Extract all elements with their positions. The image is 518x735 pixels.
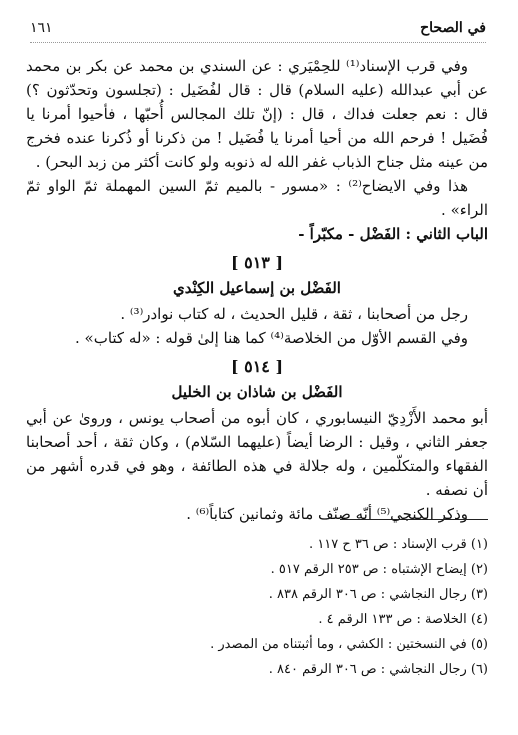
footnote: (٣) رجال النجاشي : ص ٣٠٦ الرقم ٨٣٨ . bbox=[268, 587, 488, 602]
page-body bbox=[26, 54, 488, 526]
page-number: ١٦١ bbox=[30, 20, 53, 36]
footnote-separator bbox=[340, 519, 488, 520]
footnote: (٥) في النسختين : الكشي ، وما أثبتناه من المصدر . bbox=[210, 637, 488, 652]
entry-number: [ ٥١٣ ] bbox=[230, 253, 284, 272]
paragraph-idah: هذا وفي الايضاح⁽²⁾ : «مسور - بالميم ثمّ السين المهملة ثمّ الواو ثمّ الراء» . bbox=[26, 177, 488, 219]
footnote: (١) قرب الإسناد : ص ٣٦ ح ١١٧ . bbox=[309, 537, 488, 552]
entry-text: وفي القسم الأوّل من الخلاصة⁽⁴⁾ كما هنا إلىٰ قوله : «له كتاب» . bbox=[75, 329, 468, 347]
entry-text: أبو محمد الأَزْدِيّ النيسابوري ، كان أبوه من أصحاب يونس ، وروىٰ عن أبي جعفر الثاني ، وقيل : الرضا أيضاً (عليهما السّلام) ، وكان ثقة ، أحد أصحابنا الفقهاء والمتكلّمين ، وله جلالة في هذه الطائفة ، وهو في قدره أشهر من أن نصفه . bbox=[26, 409, 488, 499]
entry-name: الفَضْل بن إسماعيل الكِنْدي bbox=[173, 279, 341, 297]
footnote: (٢) إيضاح الإشتباه : ص ٢٥٣ الرقم ٥١٧ . bbox=[270, 562, 488, 577]
footnote: (٦) رجال النجاشي : ص ٣٠٦ الرقم ٨٤٠ . bbox=[268, 662, 488, 677]
entry-name: الفَضْل بن شاذان بن الخليل bbox=[171, 383, 343, 401]
footnotes bbox=[26, 534, 488, 684]
paragraph-qurb-al-isnad: وفي قرب الإسناد⁽¹⁾ للحِمْيَري : عن السندي بن محمد عن بكر بن محمد عن أبي عبدالله (عليه السلام) قال : قال لفُضَيل : (تجلسون وتحدّثون ؟) قال : نعم جعلت فداك ، قال : (إنّ تلك المجالس أُحبّها ، فأحيوا أمرنا يا فُضَيل ! فرحم الله من أحيا أمرنا يا فُضَيل ! من ذكرنا أو ذُكرنا عنده فخرج من عينه مثل جناح الذباب غفر الله له ذنوبه ولو كانت أكثر من زبد البحر) . bbox=[26, 57, 488, 171]
entry-text: وذكر الكنجي⁽⁵⁾ أنّه صنّف مائة وثمانين كتاباً⁽⁶⁾ . bbox=[186, 505, 468, 523]
entry-text: رجل من أصحابنا ، ثقة ، قليل الحديث ، له كتاب نوادر⁽³⁾ . bbox=[120, 305, 468, 323]
running-header bbox=[30, 20, 486, 43]
entry-number: [ ٥١٤ ] bbox=[230, 357, 284, 376]
running-title: في الصحاح bbox=[420, 20, 486, 36]
chapter-heading: الباب الثاني : الفَضْل - مكبّراً - bbox=[298, 225, 488, 243]
footnote: (٤) الخلاصة : ص ١٣٣ الرقم ٤ . bbox=[318, 612, 488, 627]
